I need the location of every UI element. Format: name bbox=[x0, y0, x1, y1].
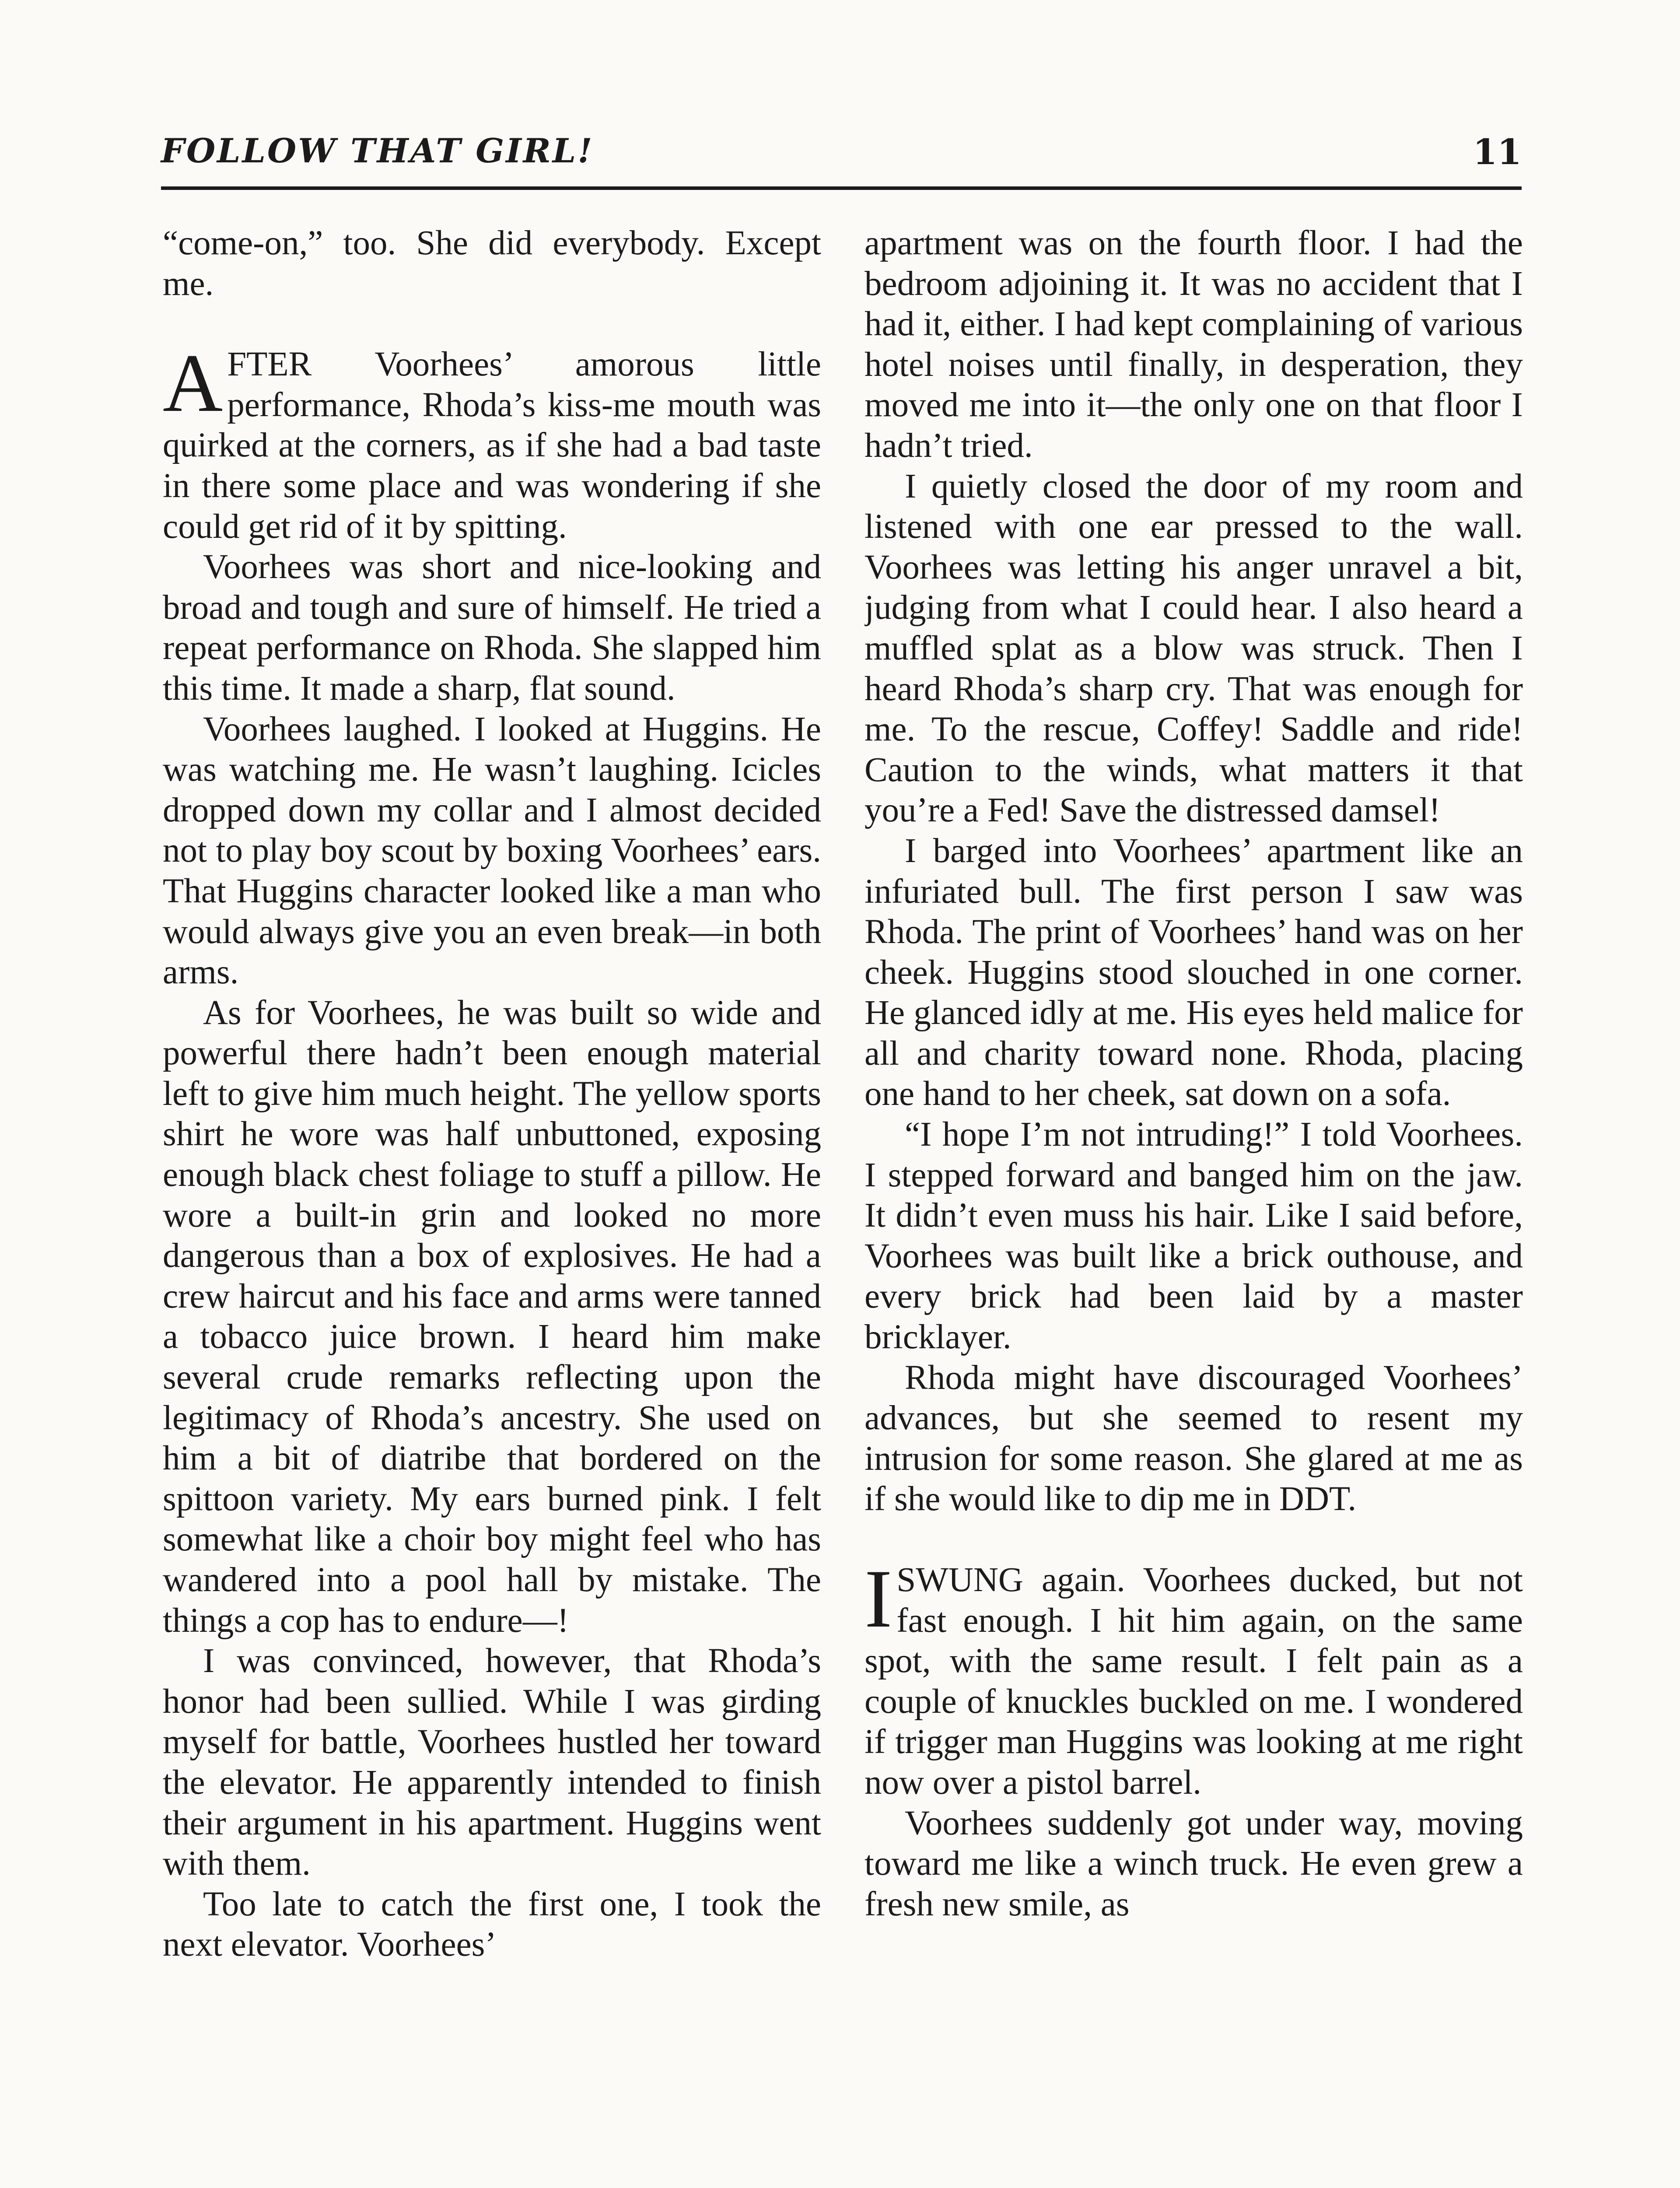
paragraph: I barged into Voorhees’ apartment like an infuriated bull. The first person I saw was Rhoda. The print of Voorhees’ hand was on her cheek. Huggins stood slouched in one corner. He glanced idly at me. His eyes held malice for all and charity toward none. Rhoda, placing one hand to her cheek, sat down on a sofa. bbox=[864, 831, 1523, 1113]
drop-cap: I bbox=[864, 1553, 892, 1645]
paragraph: Too late to catch the first one, I took the next elevator. Voorhees’ bbox=[163, 1885, 821, 1964]
running-title: FOLLOW THAT GIRL! bbox=[161, 131, 594, 170]
paragraph: I quietly closed the door of my room and listened with one ear pressed to the wall. Voorhees was letting his anger unravel a bit, judging from what I could hear. I also heard a muffled splat as a blow was struck. Then I heard Rhoda’s sharp cry. That was enough for me. To the rescue, Coffey! Saddle and ride! Caution to the winds, what matters it that you’re a Fed! Save the distressed damsel! bbox=[864, 467, 1523, 830]
paragraph: apartment was on the fourth floor. I had the bedroom adjoining it. It was no accident that I had it, either. I had kept complaining of various hotel noises until finally, in desperation, they moved me into it—the only one on that floor I hadn’t tried. bbox=[864, 224, 1523, 465]
paragraph: I was convinced, however, that Rhoda’s honor had been sullied. While I was girding myself for battle, Voorhees hustled her toward the elevator. He apparently intended to finish their argument in his apartment. Huggins went with them. bbox=[163, 1642, 821, 1883]
paragraph: As for Voorhees, he was built so wide and powerful there hadn’t been enough material left to give him much height. The yellow sports shirt he wore was half unbuttoned, exposing enough black chest foliage to stuff a pillow. He wore a built-in grin and looked no more dangerous than a box of explosives. He had a crew haircut and his face and arms were tanned a tobacco juice brown. I heard him make several crude remarks reflecting upon the legitimacy of Rhoda’s ancestry. She used on him a bit of diatribe that bordered on the spittoon variety. My ears burned pink. I felt somewhat like a choir boy might feel who has wandered into a pool hall by mistake. The things a cop has to endure—! bbox=[163, 993, 821, 1640]
drop-cap: A bbox=[163, 337, 223, 430]
left-column bbox=[163, 223, 821, 2188]
page-number: 11 bbox=[1473, 131, 1522, 172]
section-opening-paragraph bbox=[864, 1553, 1523, 1803]
section-lead-word: SWUNG bbox=[896, 1561, 1023, 1599]
running-header bbox=[161, 131, 1522, 179]
paragraph: Rhoda might have discouraged Voorhees’ advances, but she seemed to resent my intrusion for some reason. She glared at me as if she would like to dip me in DDT. bbox=[864, 1358, 1523, 1518]
section-text: again. Voorhees ducked, but not fast enough. I hit him again, on the same spot, with the same result. I felt pain as a couple of knuckles buckled on me. I wondered if trigger man Huggins was looking at me right now over a pistol barrel. bbox=[864, 1561, 1523, 1802]
right-column bbox=[864, 223, 1523, 2188]
paragraph: Voorhees laughed. I looked at Huggins. He was watching me. He wasn’t laughing. Icicles dropped down my collar and I almost decided not to play boy scout by boxing Voorhees’ ears. That Huggins character looked like a man who would always give you an even break—in both arms. bbox=[163, 710, 821, 992]
section-text: Voorhees’ amorous little performance, Rhoda’s kiss-me mouth was quirked at the corners, as if she had a bad taste in there some place and was wondering if she could get rid of it by spitting. bbox=[163, 345, 821, 546]
paragraph: “come-on,” too. She did everybody. Except me. bbox=[163, 224, 821, 303]
header-rule bbox=[161, 186, 1522, 190]
paragraph: “I hope I’m not intruding!” I told Voorhees. I stepped forward and banged him on the jaw. It didn’t even muss his hair. Like I said before, Voorhees was built like a brick outhouse, and every brick had been laid by a master bricklayer. bbox=[864, 1115, 1523, 1357]
paragraph: Voorhees suddenly got under way, moving toward me like a winch truck. He even grew a fresh new smile, as bbox=[864, 1804, 1523, 1923]
paragraph: Voorhees was short and nice-looking and broad and tough and sure of himself. He tried a repeat performance on Rhoda. She slapped him this time. It made a sharp, flat sound. bbox=[163, 548, 821, 708]
section-opening-paragraph bbox=[163, 337, 821, 547]
section-lead-word: FTER bbox=[227, 345, 312, 384]
